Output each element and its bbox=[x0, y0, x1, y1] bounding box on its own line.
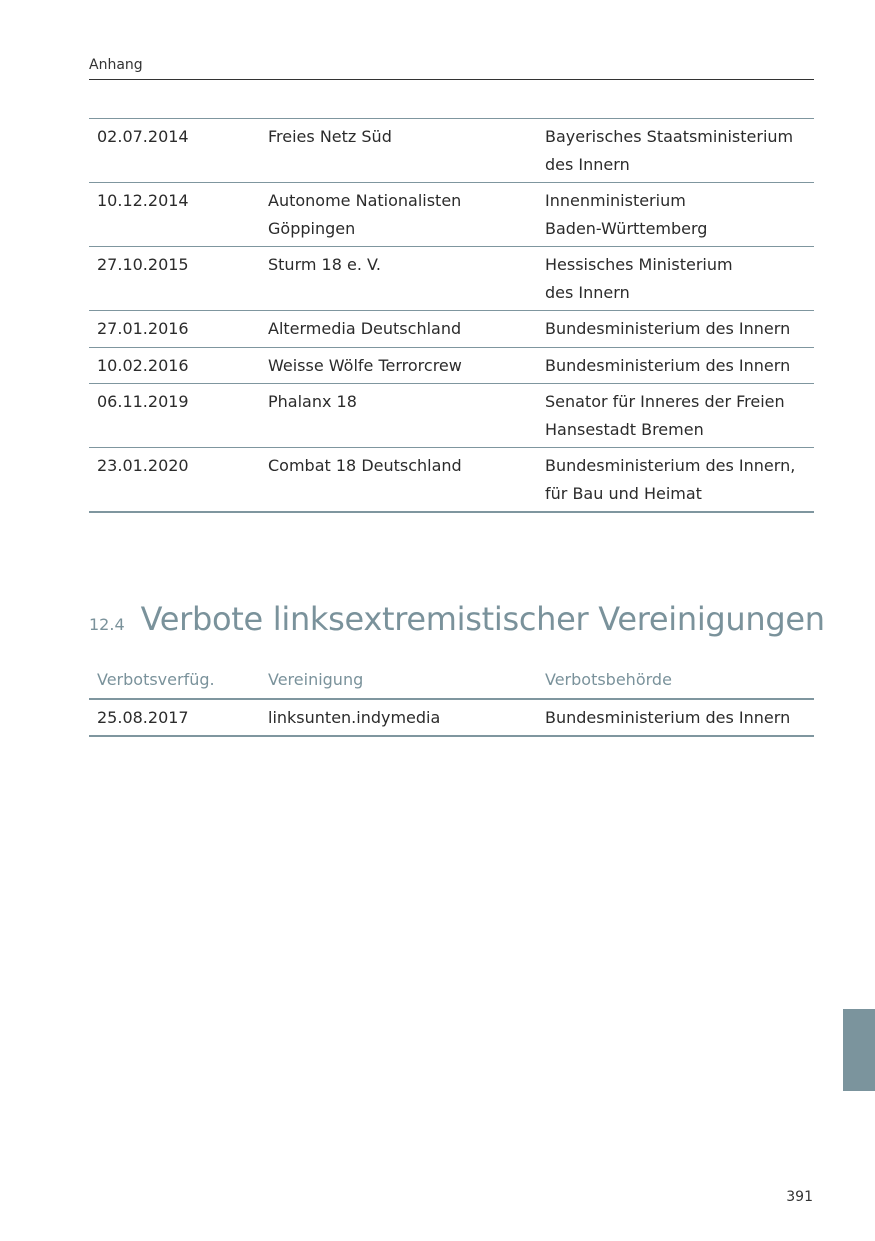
column-header-authority: Verbotsbehörde bbox=[537, 664, 814, 699]
date-cell: 23.01.2020 bbox=[89, 448, 260, 513]
table-row bbox=[89, 247, 814, 311]
date-cell: 06.11.2019 bbox=[89, 384, 260, 448]
authority-line: des Innern bbox=[545, 154, 630, 174]
header-rule bbox=[89, 79, 814, 80]
running-head: Anhang bbox=[89, 57, 143, 73]
table-row bbox=[89, 699, 814, 737]
table-header-row bbox=[89, 664, 814, 699]
date-cell: 25.08.2017 bbox=[89, 699, 260, 737]
authority-cell: Bundesministerium des Innern bbox=[537, 311, 814, 348]
date-cell: 27.10.2015 bbox=[89, 247, 260, 311]
section-heading bbox=[89, 600, 825, 638]
authority-cell bbox=[537, 448, 814, 513]
table-row bbox=[89, 448, 814, 513]
page-number: 391 bbox=[786, 1189, 813, 1205]
authority-line: Hessisches Ministerium bbox=[545, 255, 733, 274]
section-title: Verbote linksextremistischer Vereinigungen bbox=[140, 600, 825, 638]
table-row bbox=[89, 384, 814, 448]
authority-line: Bayerisches Staatsministerium bbox=[545, 127, 794, 146]
association-cell bbox=[260, 183, 537, 247]
association-cell: Combat 18 Deutschland bbox=[260, 448, 537, 513]
authority-cell: Bundesministerium des Innern bbox=[537, 347, 814, 384]
prohibitions-table-left-wing bbox=[89, 664, 814, 737]
authority-line: Innenministerium bbox=[545, 191, 686, 210]
association-cell: Weisse Wölfe Terrorcrew bbox=[260, 347, 537, 384]
section-number: 12.4 bbox=[89, 615, 125, 634]
table-row bbox=[89, 347, 814, 384]
authority-cell: Bundesministerium des Innern bbox=[537, 699, 814, 737]
authority-cell bbox=[537, 119, 814, 183]
chapter-thumb-tab bbox=[843, 1009, 875, 1091]
table-row bbox=[89, 119, 814, 183]
date-cell: 02.07.2014 bbox=[89, 119, 260, 183]
column-header-association: Vereinigung bbox=[260, 664, 537, 699]
association-cell: Freies Netz Süd bbox=[260, 119, 537, 183]
date-cell: 10.02.2016 bbox=[89, 347, 260, 384]
association-cell: Altermedia Deutschland bbox=[260, 311, 537, 348]
date-cell: 10.12.2014 bbox=[89, 183, 260, 247]
authority-line: Senator für Inneres der Freien bbox=[545, 392, 785, 411]
association-cell: linksunten.indymedia bbox=[260, 699, 537, 737]
table-row bbox=[89, 183, 814, 247]
association-line: Autonome Nationalisten bbox=[268, 191, 462, 210]
prohibitions-table-right-wing bbox=[89, 118, 814, 513]
authority-line: Hansestadt Bremen bbox=[545, 419, 704, 439]
authority-line: des Innern bbox=[545, 282, 630, 302]
date-cell: 27.01.2016 bbox=[89, 311, 260, 348]
authority-cell bbox=[537, 247, 814, 311]
authority-cell bbox=[537, 183, 814, 247]
authority-line: für Bau und Heimat bbox=[545, 483, 702, 503]
association-cell: Phalanx 18 bbox=[260, 384, 537, 448]
authority-line: Baden-Württemberg bbox=[545, 218, 708, 238]
authority-cell bbox=[537, 384, 814, 448]
association-cell: Sturm 18 e. V. bbox=[260, 247, 537, 311]
authority-line: Bundesministerium des Innern, bbox=[545, 456, 796, 475]
table-row bbox=[89, 311, 814, 348]
association-line: Göppingen bbox=[268, 218, 356, 238]
column-header-date: Verbotsverfüg. bbox=[89, 664, 260, 699]
